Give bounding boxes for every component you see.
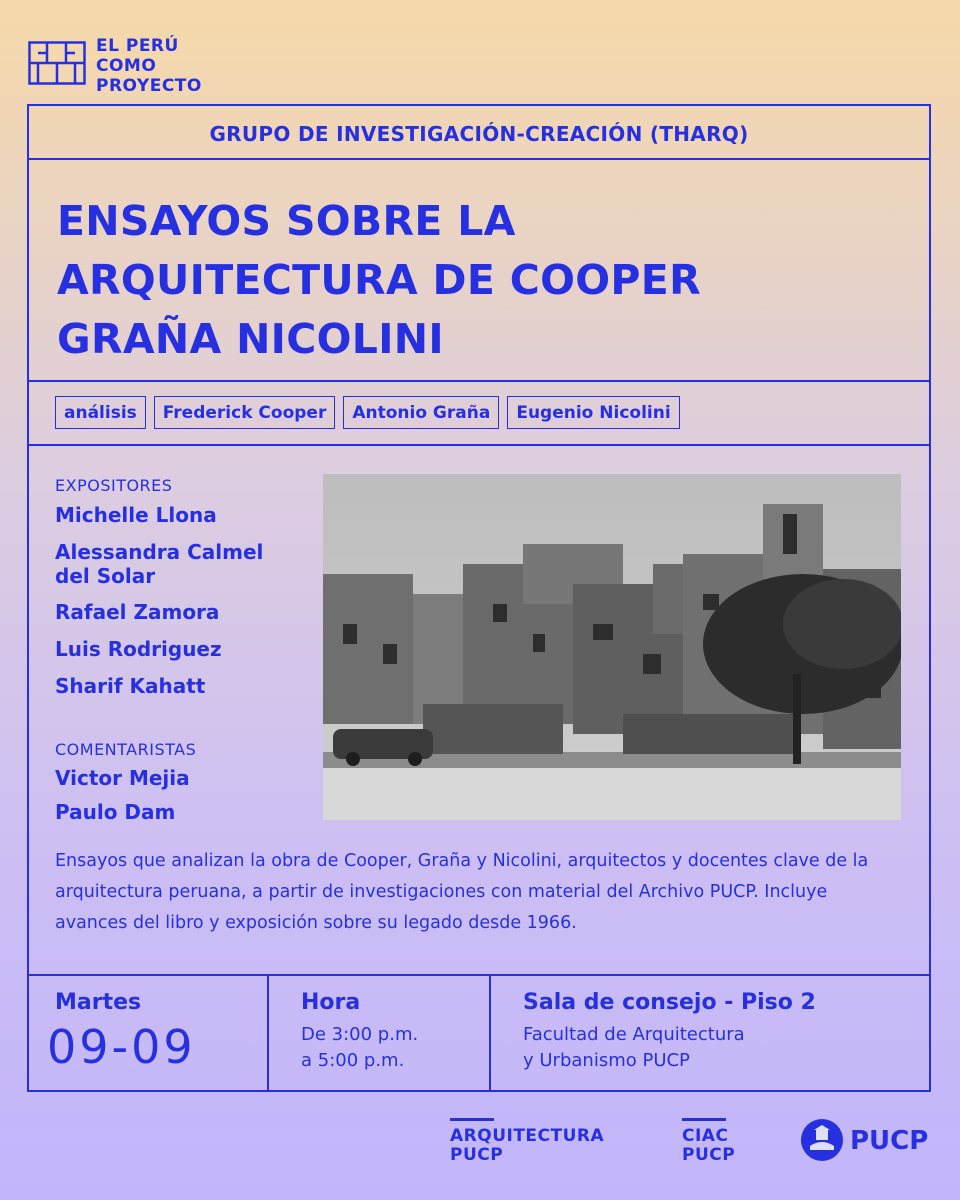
tag: Frederick Cooper [154, 396, 336, 429]
speaker-name: Michelle Llona [55, 503, 217, 527]
venue-title: Sala de consejo - Piso 2 [523, 990, 816, 1015]
group-title: GRUPO DE INVESTIGACIÓN-CREACIÓN (THARQ) [209, 122, 749, 146]
ciac-pucp-logo: CIAC PUCP [682, 1126, 736, 1165]
pucp-wordmark: PUCP [850, 1126, 929, 1156]
commentator-name: Paulo Dam [55, 800, 176, 824]
speaker-name: Luis Rodriguez [55, 637, 222, 661]
tag-list [55, 396, 680, 429]
event-day: Martes [55, 990, 142, 1015]
commentator-name: Victor Mejia [55, 766, 190, 790]
building-photo [323, 474, 901, 820]
event-description: Ensayos que analizan la obra de Cooper, Graña y Nicolini, arquitectos y docentes clave de la arquitectura peruana, a partir de investigaciones con material del Archivo PUCP. Incluye avances del libro y exposición sobre su legado desde 1966. [55, 851, 869, 933]
tag: análisis [55, 396, 146, 429]
commentators-label: COMENTARISTAS [55, 740, 197, 759]
venue-address: Facultad de Arquitectura y Urbanismo PUCP [523, 1024, 745, 1071]
brand-name: EL PERÚ COMO PROYECTO [96, 36, 202, 96]
el-peru-logo-icon [28, 41, 86, 85]
tag: Eugenio Nicolini [507, 396, 679, 429]
time-label: Hora [301, 990, 361, 1015]
speakers-label: EXPOSITORES [55, 476, 173, 495]
event-title: ENSAYOS SOBRE LA ARQUITECTURA DE COOPER GRAÑA NICOLINI [57, 197, 701, 363]
event-time: De 3:00 p.m. a 5:00 p.m. [301, 1024, 419, 1071]
speaker-name: Rafael Zamora [55, 600, 220, 624]
event-date: 09-09 [47, 1020, 196, 1074]
speaker-name: Alessandra Calmel del Solar [55, 540, 264, 588]
tag: Antonio Graña [343, 396, 499, 429]
arquitectura-pucp-logo: ARQUITECTURA PUCP [450, 1126, 605, 1165]
speaker-name: Sharif Kahatt [55, 674, 206, 698]
event-card [27, 104, 931, 1092]
pucp-seal-icon [800, 1118, 844, 1162]
